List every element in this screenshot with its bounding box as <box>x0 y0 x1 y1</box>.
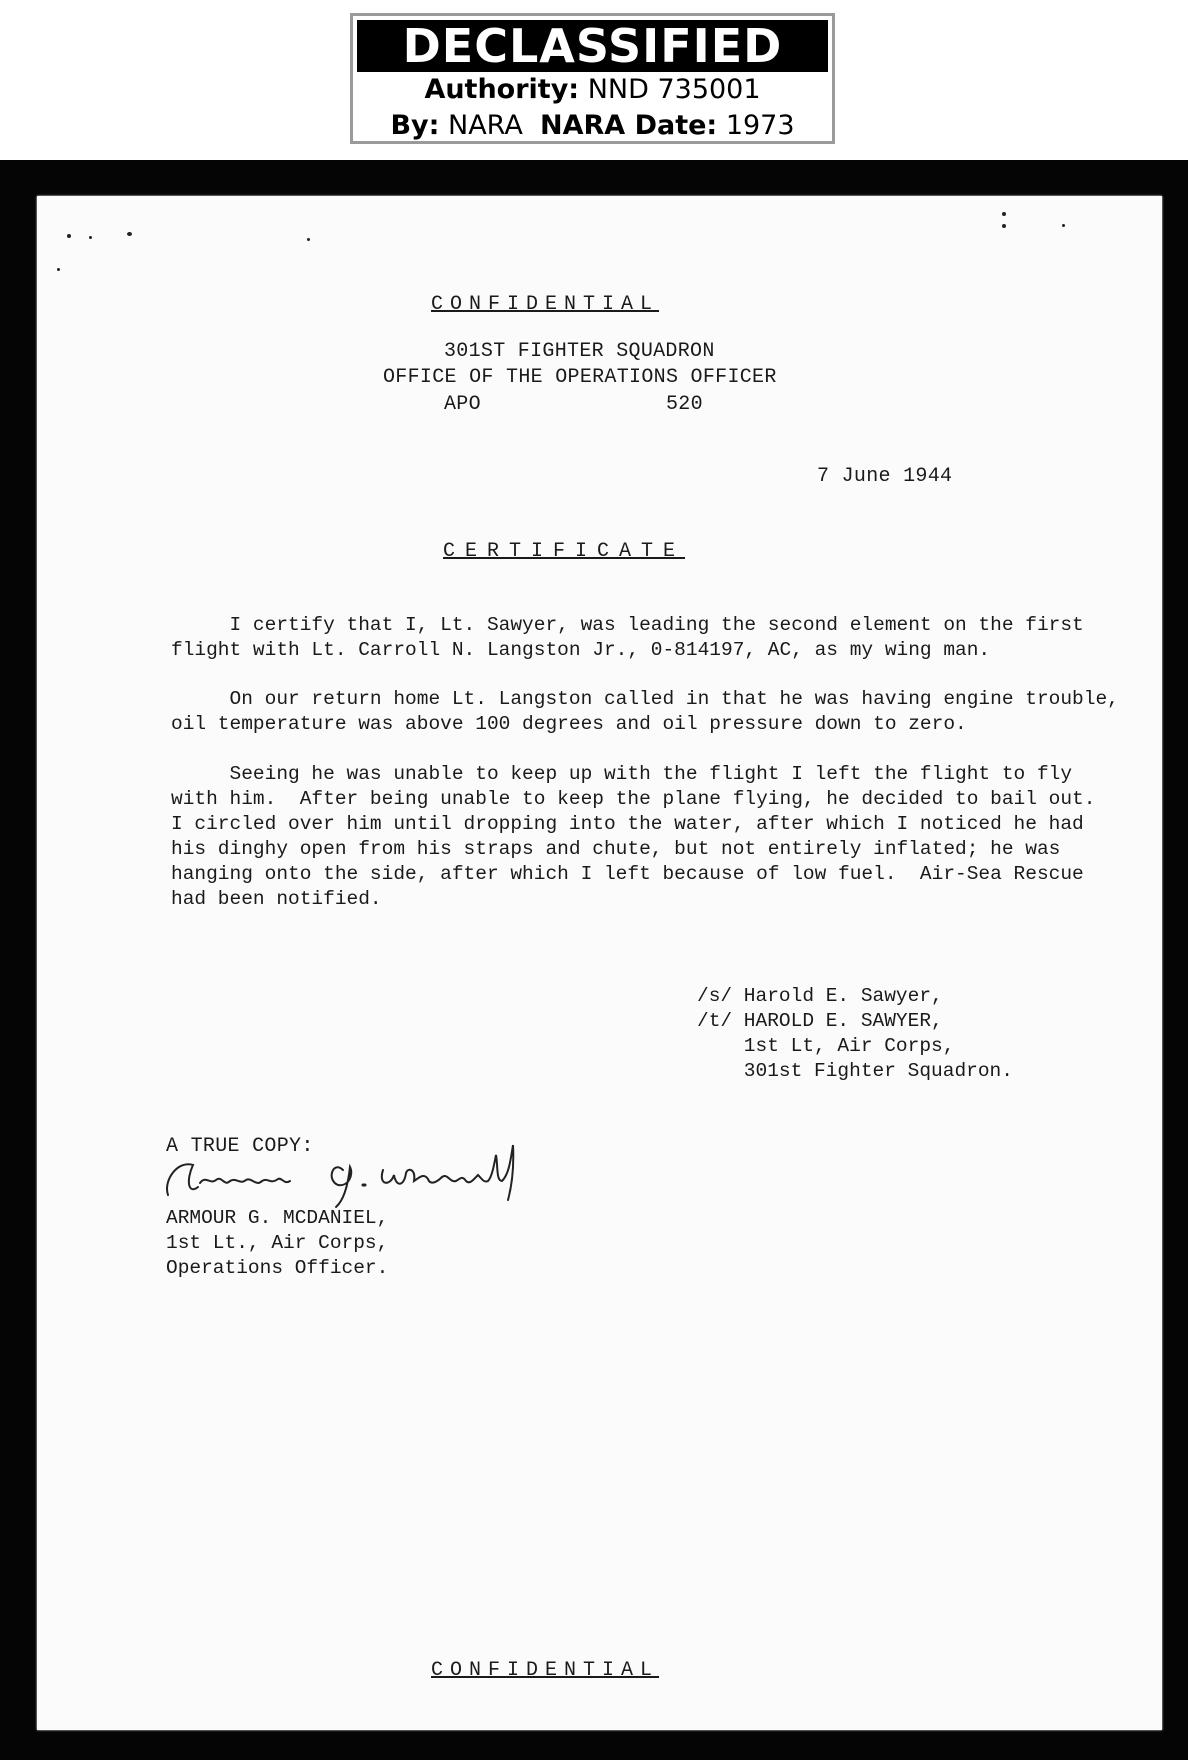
handwritten-signature <box>158 1125 563 1210</box>
paragraph-line: hanging onto the side, after which I left because of low fuel. Air-Sea Rescue <box>171 863 1084 885</box>
classification-bottom: CONFIDENTIAL <box>431 1659 660 1682</box>
true-copy-rank: 1st Lt., Air Corps, <box>166 1232 389 1254</box>
apo-label: APO <box>444 393 481 416</box>
paragraph-line: On our return home Lt. Langston called in that he was having engine trouble, <box>171 688 1119 710</box>
paragraph-line: I circled over him until dropping into the water, after which I noticed he had <box>171 813 1084 835</box>
signature-block <box>697 984 1013 1084</box>
scan-speck <box>89 236 92 239</box>
true-copy-label: A TRUE COPY: <box>166 1135 314 1158</box>
stamp-by-value: NARA <box>448 110 523 141</box>
scan-speck <box>67 234 71 238</box>
paragraph-3 <box>171 762 1095 912</box>
paragraph-line: I certify that I, Lt. Sawyer, was leading the second element on the first <box>171 614 1084 636</box>
scan-speck <box>307 238 310 241</box>
stamp-authority <box>353 72 832 108</box>
paragraph-line: flight with Lt. Carroll N. Langston Jr., 0-814197, AC, as my wing man. <box>171 639 991 661</box>
classification-top: CONFIDENTIAL <box>431 293 660 316</box>
paragraph-line: with him. After being unable to keep the plane flying, he decided to bail out. <box>171 788 1096 810</box>
true-copy-name: ARMOUR G. MCDANIEL, <box>166 1207 389 1229</box>
stamp-date-label: NARA Date: <box>540 110 718 141</box>
true-copy-title: Operations Officer. <box>166 1257 389 1279</box>
scan-speck <box>57 268 60 271</box>
paragraph-line: Seeing he was unable to keep up with the flight I left the flight to fly <box>171 763 1073 785</box>
document-date: 7 June 1944 <box>817 465 953 488</box>
paragraph-line: had been notified. <box>171 888 382 910</box>
stamp-authority-label: Authority: <box>424 74 580 105</box>
signature-line: 1st Lt, Air Corps, <box>697 1035 955 1057</box>
signature-line: /t/ HAROLD E. SAWYER, <box>697 1010 943 1032</box>
paragraph-line: oil temperature was above 100 degrees and oil pressure down to zero. <box>171 713 967 735</box>
true-copy-block <box>166 1206 388 1281</box>
signature-line: /s/ Harold E. Sawyer, <box>697 985 943 1007</box>
paragraph-line: his dinghy open from his straps and chute, but not entirely inflated; he was <box>171 838 1061 860</box>
scan-speck <box>1002 212 1006 216</box>
declassification-stamp <box>350 13 835 144</box>
document-page <box>37 196 1162 1730</box>
stamp-by-label: By: <box>390 110 440 141</box>
stamp-title: DECLASSIFIED <box>357 20 828 72</box>
office-name: OFFICE OF THE OPERATIONS OFFICER <box>383 366 777 389</box>
stamp-by-line <box>353 108 832 144</box>
unit-name: 301ST FIGHTER SQUADRON <box>444 340 715 363</box>
scan-speck <box>127 232 132 236</box>
scan-speck <box>1062 224 1065 227</box>
apo-number: 520 <box>666 393 703 416</box>
signature-line: 301st Fighter Squadron. <box>697 1060 1013 1082</box>
paragraph-2 <box>171 687 1119 737</box>
stamp-authority-value: NND 735001 <box>587 74 761 105</box>
scan-speck <box>1002 224 1006 228</box>
paragraph-1 <box>171 613 1084 663</box>
stamp-date-value: 1973 <box>725 110 795 141</box>
document-title: CERTIFICATE <box>443 540 686 563</box>
